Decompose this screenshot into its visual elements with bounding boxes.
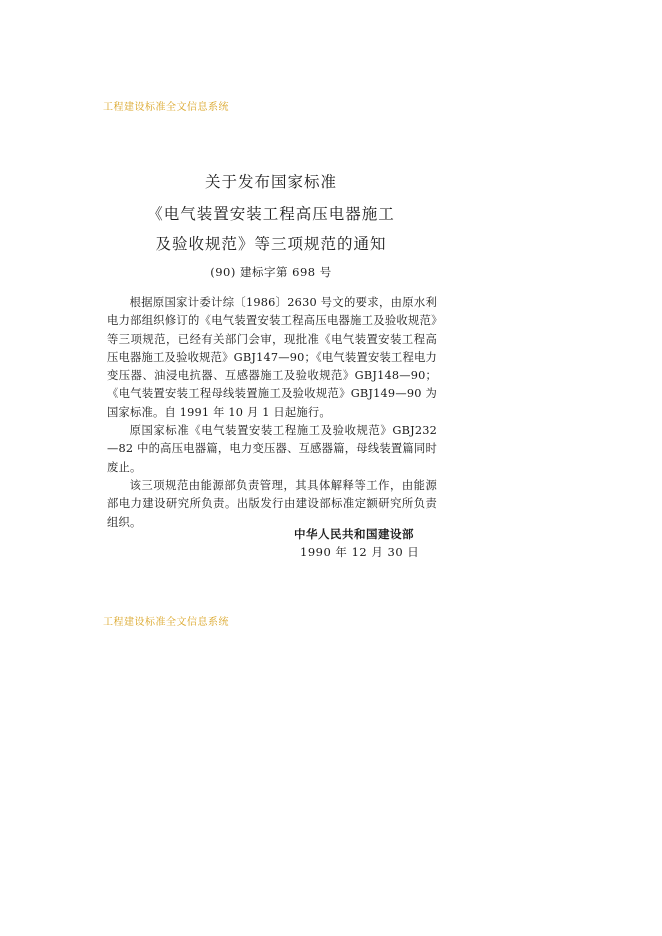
title-line-1: 关于发布国家标准 (204, 173, 337, 191)
title-line-3: 及验收规范》等三项规范的通知 (155, 235, 387, 253)
watermark-top: 工程建设标准全文信息系统 (103, 102, 229, 113)
body-paragraph-2: 原国家标准《电气装置安装工程施工及验收规范》GBJ232—82 中的高压电器篇，电力变压器、互感器篇，母线装置篇同时废止。 (107, 424, 437, 474)
watermark-bottom: 工程建设标准全文信息系统 (103, 617, 229, 628)
document-number: (90) 建标字第 698 号 (210, 265, 332, 279)
notice-body (107, 294, 437, 532)
signature-date: 1990 年 12 月 30 日 (300, 545, 420, 559)
body-paragraph-1: 根据原国家计委计综〔1986〕2630 号文的要求，由原水利电力部组织修订的《电气装置安装工程高压电器施工及验收规范》等三项规范，已经有关部门会审，现批准《电气装置安装工程高压电器施工及验收规范》GBJ147—90；《电气装置安装工程电力变压器、油浸电抗器、互感器施工及验收规范》GBJ148—90；《电气装置安装工程母线装置施工及验收规范》GBJ149—90 为国家标准。自 1991 年 10 月 1 日起施行。 (107, 296, 437, 419)
title-line-2: 《电气装置安装工程高压电器施工 (147, 205, 395, 223)
signature-organization: 中华人民共和国建设部 (294, 527, 414, 541)
body-paragraph-3: 该三项规范由能源部负责管理，其具体解释等工作，由能源部电力建设研究所负责。出版发行由建设部标准定额研究所负责组织。 (107, 478, 437, 529)
